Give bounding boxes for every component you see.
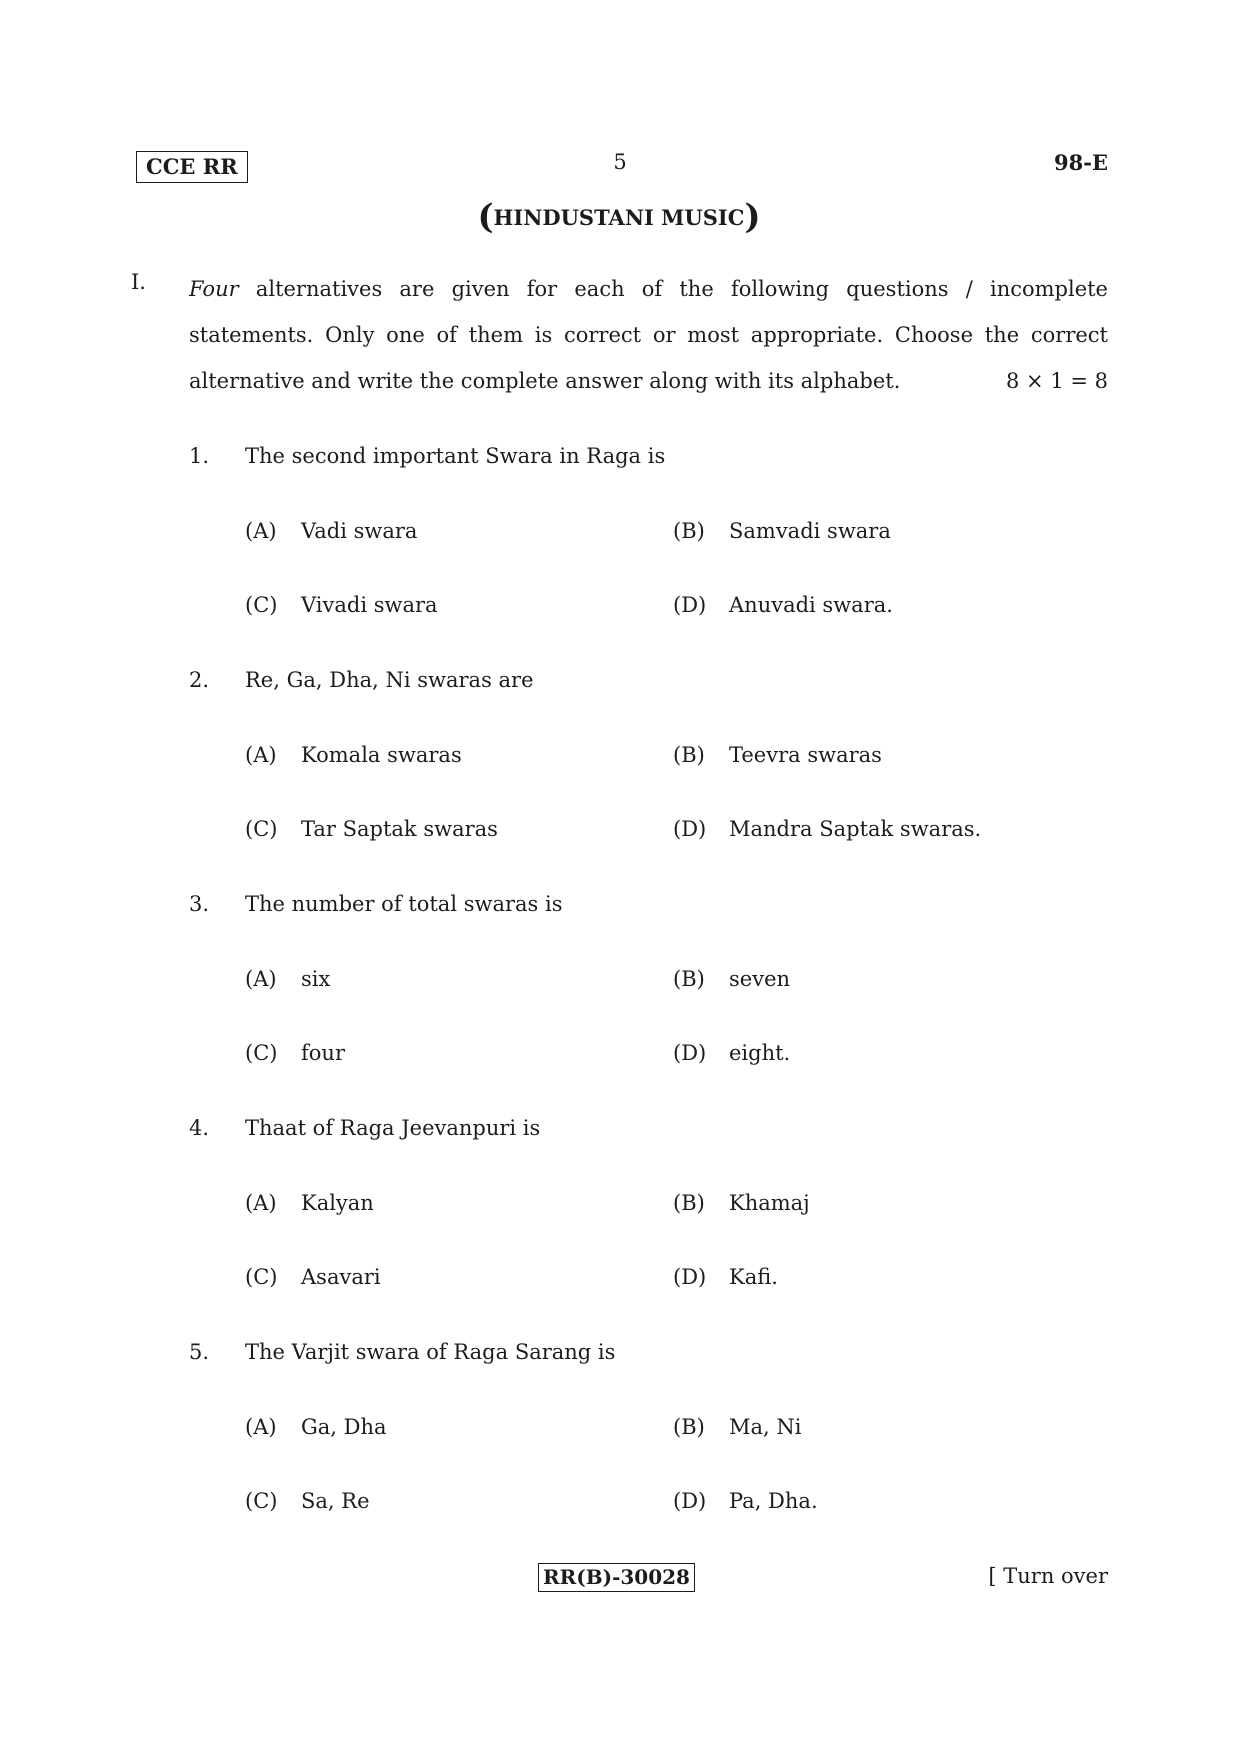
question-number: 3. xyxy=(189,892,210,916)
option-text: Tar Saptak swaras xyxy=(301,817,498,841)
option-text: Khamaj xyxy=(729,1191,810,1215)
marks-allocation: 8 × 1 = 8 xyxy=(1006,369,1108,393)
option-text: six xyxy=(301,967,331,991)
page-number: 5 xyxy=(613,150,627,174)
title-text: HINDUSTANI MUSIC xyxy=(493,205,745,230)
option-text: Mandra Saptak swaras. xyxy=(729,817,982,841)
instruction-line-1 xyxy=(189,266,1108,312)
question-text: The second important Swara in Raga is xyxy=(245,444,666,468)
option-text: Pa, Dha. xyxy=(729,1489,818,1513)
instruction-text xyxy=(189,266,1108,404)
instruction-number: I. xyxy=(131,270,146,294)
option-text: seven xyxy=(729,967,791,991)
option-label: (B) xyxy=(673,743,705,767)
option-label: (C) xyxy=(245,1041,278,1065)
option-label: (C) xyxy=(245,1265,278,1289)
question-text: Re, Ga, Dha, Ni swaras are xyxy=(245,668,534,692)
instruction-line-1-rest: alternatives are given for each of the following questions / incomplete xyxy=(255,277,1108,301)
title-open-paren: ( xyxy=(477,197,494,237)
question-number: 4. xyxy=(189,1116,210,1140)
option-label: (B) xyxy=(673,967,705,991)
option-label: (C) xyxy=(245,817,278,841)
option-label: (D) xyxy=(673,593,707,617)
option-label: (A) xyxy=(245,519,277,543)
option-text: Asavari xyxy=(301,1265,381,1289)
option-text: four xyxy=(301,1041,345,1065)
option-text: Komala swaras xyxy=(301,743,462,767)
option-label: (A) xyxy=(245,743,277,767)
footer-code-box: RR(B)-30028 xyxy=(538,1563,695,1592)
option-label: (C) xyxy=(245,1489,278,1513)
option-text: Anuvadi swara. xyxy=(729,593,893,617)
option-label: (D) xyxy=(673,1265,707,1289)
section-title xyxy=(0,197,1238,237)
question-text: The number of total swaras is xyxy=(245,892,563,916)
subject-code: 98-E xyxy=(1054,150,1108,175)
option-label: (D) xyxy=(673,1041,707,1065)
instruction-line-3-text: alternative and write the complete answer along with its alphabet. xyxy=(189,369,901,393)
option-label: (B) xyxy=(673,519,705,543)
question-text: Thaat of Raga Jeevanpuri is xyxy=(245,1116,541,1140)
option-label: (D) xyxy=(673,1489,707,1513)
option-label: (A) xyxy=(245,1191,277,1215)
option-label: (B) xyxy=(673,1415,705,1439)
option-label: (A) xyxy=(245,967,277,991)
option-text: Teevra swaras xyxy=(729,743,882,767)
turn-over-label: [ Turn over xyxy=(988,1564,1108,1588)
instruction-line-3 xyxy=(189,358,1108,404)
option-text: Sa, Re xyxy=(301,1489,370,1513)
option-text: Kafi. xyxy=(729,1265,778,1289)
option-text: Kalyan xyxy=(301,1191,374,1215)
option-label: (B) xyxy=(673,1191,705,1215)
option-text: Samvadi swara xyxy=(729,519,891,543)
question-text: The Varjit swara of Raga Sarang is xyxy=(245,1340,616,1364)
option-label: (C) xyxy=(245,593,278,617)
option-text: Vivadi swara xyxy=(301,593,438,617)
question-number: 1. xyxy=(189,444,210,468)
option-text: Ga, Dha xyxy=(301,1415,387,1439)
title-close-paren: ) xyxy=(744,197,761,237)
paper-code-box: CCE RR xyxy=(136,151,248,183)
option-label: (D) xyxy=(673,817,707,841)
question-number: 2. xyxy=(189,668,210,692)
option-label: (A) xyxy=(245,1415,277,1439)
option-text: eight. xyxy=(729,1041,791,1065)
instruction-line-2: statements. Only one of them is correct or most appropriate. Choose the correct xyxy=(189,323,1108,347)
question-number: 5. xyxy=(189,1340,210,1364)
instruction-italic-word: Four xyxy=(189,277,239,301)
option-text: Vadi swara xyxy=(301,519,418,543)
option-text: Ma, Ni xyxy=(729,1415,802,1439)
